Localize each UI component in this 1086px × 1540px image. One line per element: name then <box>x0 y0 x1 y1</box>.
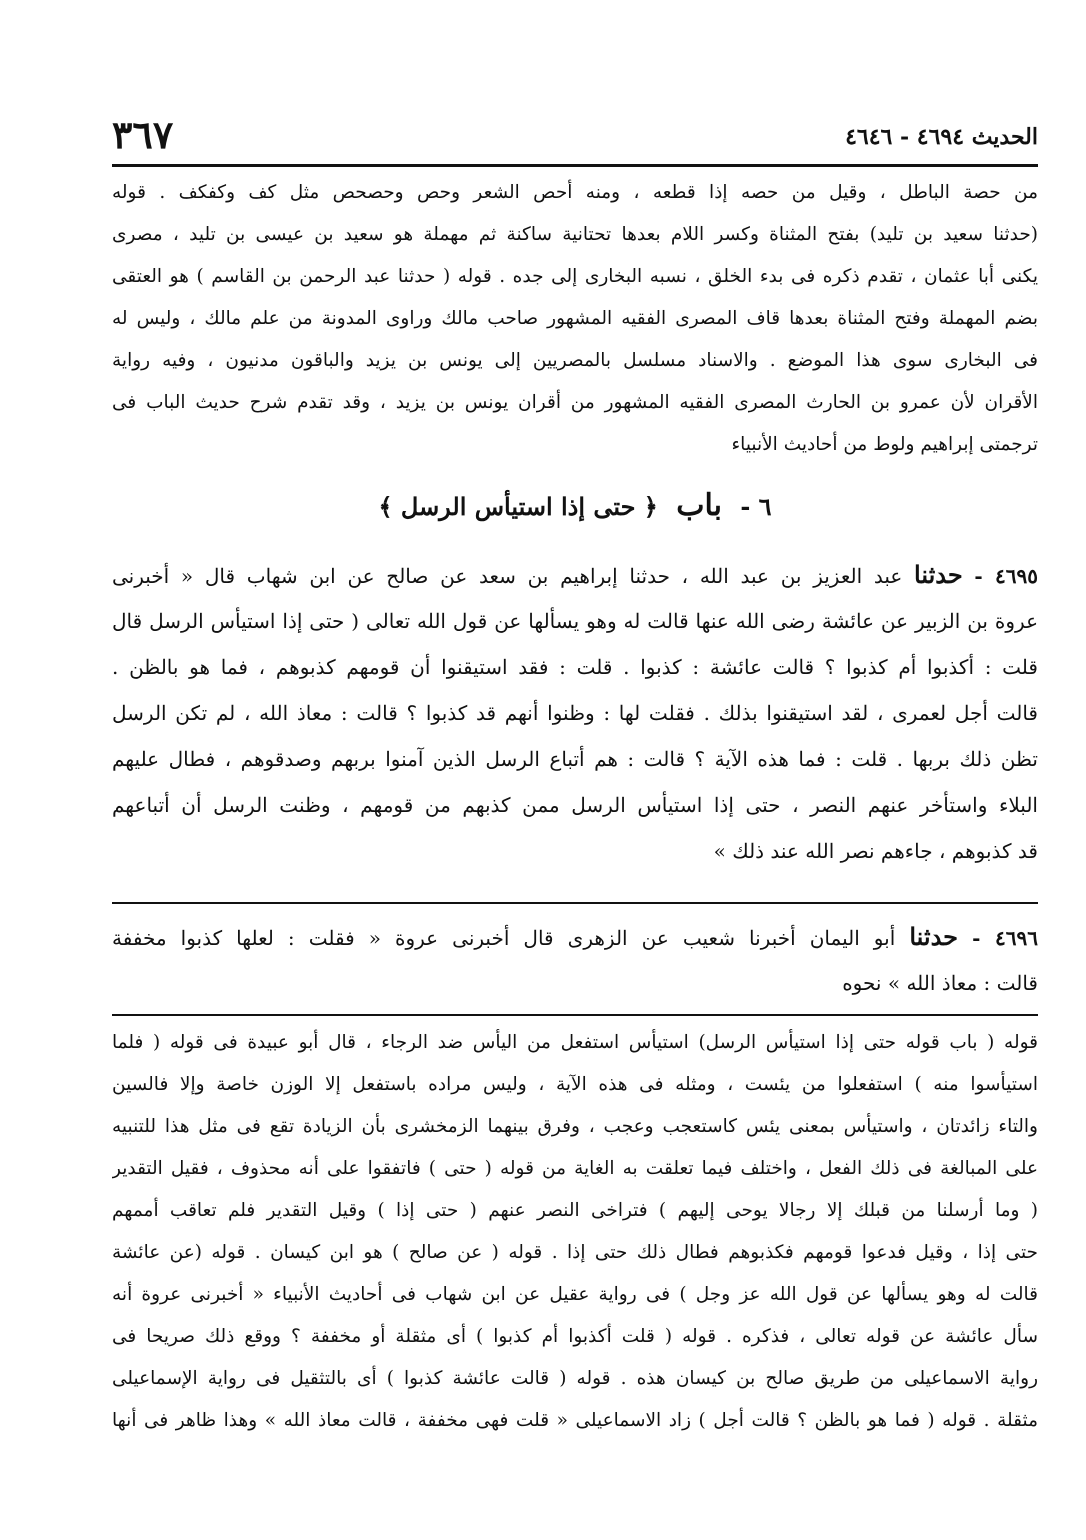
page-header <box>112 112 1038 160</box>
intro-line: الأقران لأن عمرو بن الحارث المصرى الفقيه المشهور من أقران يونس بن يزيد ، وقد تقدم شرح حديث الباب فى <box>112 392 1038 413</box>
intro-line: من حصة الباطل ، وقيل من حصه إذا قطعه ، ومنه أحص الشعر وحص وحصحص مثل كف وكفكف . قوله <box>112 182 1038 203</box>
commentary-line: على المبالغة فى ذلك الفعل ، واختلف فيما تعلقت به الغاية من قوله ( حتى ) فاتفقوا على أنه محذوف ، فقيل التقدير <box>112 1158 1038 1179</box>
intro-line: يكنى أبا عثمان ، تقدم ذكره فى بدء الخلق ، نسبه البخارى إلى جده . قوله ( حدثنا عبد الرحمن بن القاسم ) هو العتقى <box>112 266 1038 287</box>
chapter-heading <box>112 488 1038 536</box>
page-number: ٣٦٧ <box>112 112 174 157</box>
intro-line: (حدثنا سعيد بن تليد) بفتح المثناة وكسر اللام بعدها تحتانية ساكنة ثم مهملة هو سعيد بن عيسى بن تليد ، مصرى <box>112 224 1038 245</box>
intro-line: ترجمتى إبراهيم ولوط من أحاديث الأنبياء <box>731 434 1038 455</box>
hadith-opening: حدثنا <box>914 560 963 589</box>
hadith-text: عبد العزيز بن عبد الله ، حدثنا إبراهيم بن سعد عن صالح عن ابن شهاب قال « أخبرنى <box>112 564 903 588</box>
commentary-divider <box>112 1014 1038 1016</box>
commentary-line: مثقلة . قوله ( فما هو بالظن ؟ قالت أجل ) زاد الاسماعيلى « قلت فهى مخففة ، قالت معاذ الله » وهذا ظاهر فى أنها <box>112 1410 1038 1431</box>
commentary-line: قالت له وهو يسألها عن قول الله عز وجل ) فى رواية عقيل عن ابن شهاب فى أحاديث الأنبياء « أخبرنى عروة أنه <box>112 1284 1038 1305</box>
hadith-4696 <box>112 914 1038 1006</box>
header-rule <box>112 164 1038 167</box>
hadith-number: ٤٦٩٦ - <box>972 926 1038 950</box>
hadith-line: قالت : معاذ الله » نحوه <box>842 971 1038 995</box>
hadith-line: قلت : أكذبوا أم كذبوا ؟ قالت عائشة : كذبوا . قلت : فقد استيقنوا أن قومهم كذبوهم ، فما هو بالظن . <box>112 655 1038 679</box>
hadith-number: ٤٦٩٥ - <box>974 564 1038 588</box>
commentary-line: رواية الاسماعيلى من طريق صالح بن كيسان هذه . قوله ( قالت عائشة كذبوا ) أى بالتثقيل فى رواية الإسماعيلى <box>112 1368 1038 1389</box>
hadith-line: قد كذبوهم ، جاءهم نصر الله عند ذلك » <box>713 839 1038 863</box>
commentary-line: ( وما أرسلنا من قبلك إلا رجالا يوحى إليهم ) فتراخى النصر عنهم ( حتى إذا ) وقيل التقدير فلم تعاقب أممهم <box>112 1200 1038 1221</box>
commentary-paragraph <box>112 1022 1038 1442</box>
commentary-line: والتاء زائدتان ، واستيأس بمعنى يئس كاستعجب وعجب ، وفرق بينهما الزمخشرى بأن الزيادة تقع فى مثل هذا للتنبيه <box>112 1116 1038 1137</box>
chapter-label: باب <box>676 488 722 523</box>
hadith-range: الحديث ٤٦٩٤ - ٤٦٤٦ <box>845 124 1038 150</box>
hadith-line: عروة بن الزبير عن عائشة رضى الله عنها قالت له وهو يسألها عن قول الله تعالى ( حتى إذا استيأس الرسل قال <box>112 609 1038 633</box>
hadith-divider <box>112 902 1038 904</box>
hadith-text: أبو اليمان أخبرنا شعيب عن الزهرى قال أخبرنى عروة « فقلت : لعلها كذبوا مخففة <box>112 926 896 950</box>
hadith-opening: حدثنا <box>909 922 958 951</box>
commentary-line: حتى إذا ، وقيل فدعوا قومهم فكذبوهم فطال ذلك حتى إذا . قوله ( عن صالح ) هو ابن كيسان . قوله (عن عائشة <box>112 1242 1038 1263</box>
hadith-line: قالت أجل لعمرى ، لقد استيقنوا بذلك . فقلت لها : وظنوا أنهم قد كذبوا ؟ قالت : معاذ الله ، لم تكن الرسل <box>112 701 1038 725</box>
hadith-4695 <box>112 552 1038 874</box>
hadith-line: تظن ذلك بربها . قلت : فما هذه الآية ؟ قالت : هم أتباع الرسل الذين آمنوا بربهم وصدقوهم ، فطال عليهم <box>112 747 1038 771</box>
chapter-title-text: ﴿ حتى إذا استيأس الرسل ﴾ <box>378 492 658 521</box>
commentary-line: سأل عائشة عن قوله تعالى ، فذكره . قوله ( قلت أكذبوا أم كذبوا ) أى مثقلة أو مخففة ؟ ووقع ذلك صريحا فى <box>112 1326 1038 1347</box>
hadith-line: البلاء واستأخر عنهم النصر ، حتى إذا استيأس الرسل ممن كذبهم من قومهم ، وظنت الرسل أن أتباعهم <box>112 793 1038 817</box>
intro-line: بضم المهملة وفتح المثناة بعدها قاف المصرى الفقيه المشهور صاحب مالك وراوى المدونة من علم مالك ، وليس له <box>112 308 1038 329</box>
commentary-line: استيأسوا منه ) استفعلوا من يئست ، ومثله فى هذه الآية ، وليس مراده باستفعل إلا الوزن خاصة وإلا فالسين <box>112 1074 1038 1095</box>
hadith-line <box>112 914 1038 960</box>
hadith-line <box>112 552 1038 598</box>
chapter-number: ٦ - <box>740 492 772 521</box>
intro-paragraph <box>112 172 1038 466</box>
commentary-line: قوله ( باب قوله حتى إذا استيأس الرسل) استيأس استفعل من اليأس ضد الرجاء ، قال أبو عبيدة فى قوله ( فلما <box>112 1032 1038 1053</box>
intro-line: فى البخارى سوى هذا الموضع . والاسناد مسلسل بالمصريين إلى يونس بن يزيد والباقون مدنيون ، وفيه رواية <box>112 350 1038 371</box>
